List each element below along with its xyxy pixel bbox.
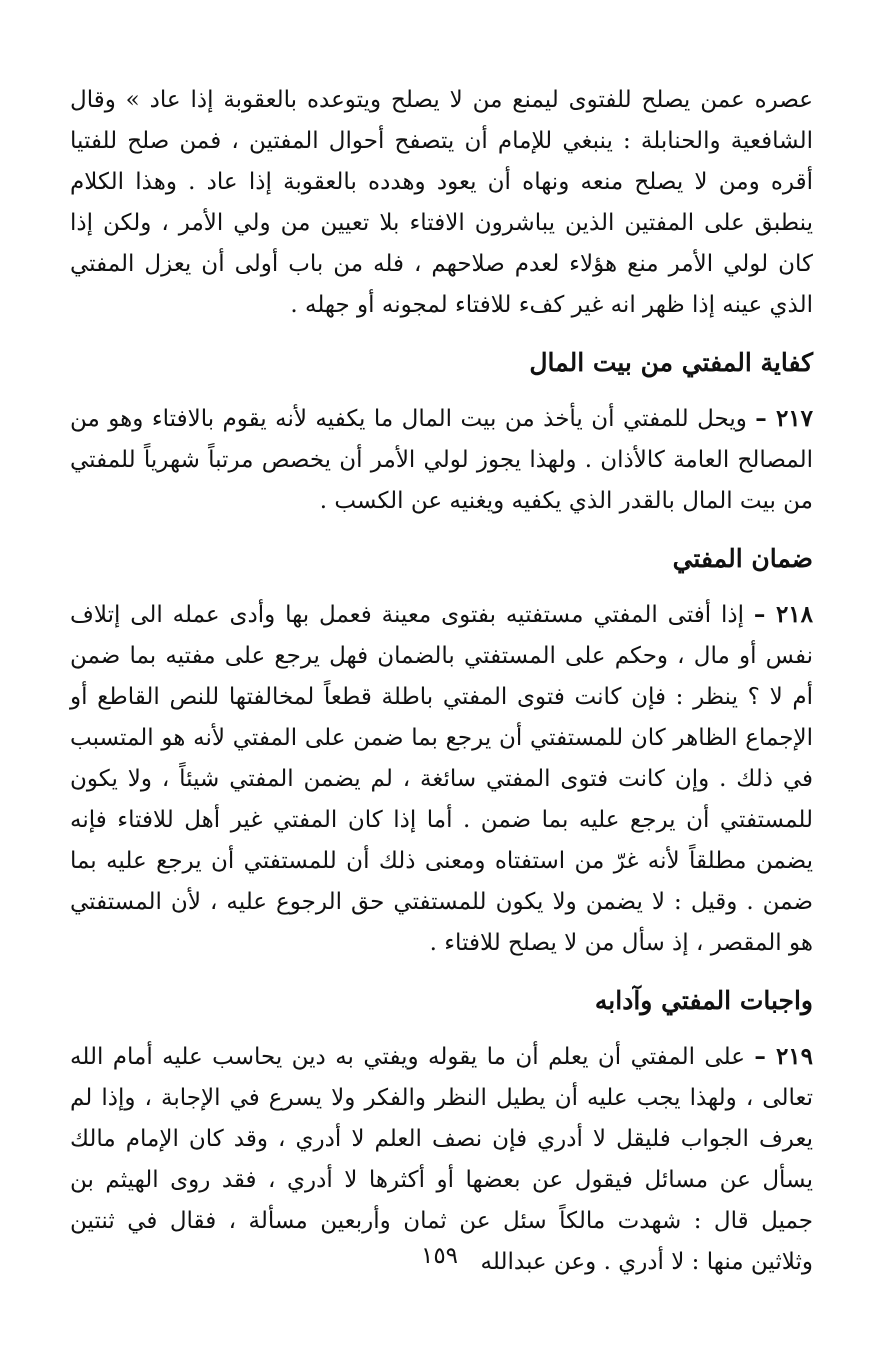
page-number: ١٥٩ bbox=[420, 1243, 459, 1269]
paragraph-number-219: ٢١٩ – bbox=[754, 1043, 813, 1070]
paragraph-217 bbox=[70, 398, 813, 522]
paragraph-number-218: ٢١٨ – bbox=[753, 601, 813, 628]
paragraph-number-217: ٢١٧ – bbox=[755, 405, 813, 432]
paragraph-text-219: على المفتي أن يعلم أن ما يقوله ويفتي به دين يحاسب عليه أمام الله تعالى ، ولهذا يجب عليه أن يطيل النظر والفكر ولا يسرع في الإجابة ، وإذا لم يعرف الجواب فليقل لا أدري فإن نصف العلم لا أدري ، وقد كان الإمام مالك يسأل عن مسائل فيقول عن بعضها أو أكثرها لا أدري ، فقد روى الهيثم بن جميل قال : شهدت مالكاً سئل عن ثمان وأربعين مسألة ، فقال في ثنتين وثلاثين منها : لا أدري . وعن عبدالله bbox=[70, 1044, 813, 1275]
paragraph-218 bbox=[70, 594, 813, 964]
section-heading-liability: ضمان المفتي bbox=[672, 544, 813, 573]
paragraph-text-217: ويحل للمفتي أن يأخذ من بيت المال ما يكفيه لأنه يقوم بالافتاء وهو من المصالح العامة كالأذان . ولهذا يجوز لولي الأمر أن يخصص مرتباً شهرياً للمفتي من بيت المال بالقدر الذي يكفيه ويغنيه عن الكسب . bbox=[70, 406, 813, 514]
paragraph-text-218: إذا أفتى المفتي مستفتيه بفتوى معينة فعمل بها وأدى عمله الى إتلاف نفس أو مال ، وحكم على المستفتي بالضمان فهل يرجع على مفتيه بما ضمن أم لا ؟ ينظر : فإن كانت فتوى المفتي باطلة قطعاً لمخالفتها للنص القاطع أو الإجماع الظاهر كان للمستفتي أن يرجع بما ضمن على المفتي لأنه هو المتسبب في ذلك . وإن كانت فتوى المفتي سائغة ، لم يضمن المفتي شيئاً ، ولا يكون للمستفتي أن يرجع عليه بما ضمن . أما إذا كان المفتي غير أهل للافتاء فإنه يضمن مطلقاً لأنه غرّ من استفتاه ومعنى ذلك أن للمستفتي أن يرجع عليه بما ضمن . وقيل : لا يضمن ولا يكون للمستفتي حق الرجوع عليه ، لأن المستفتي هو المقصر ، إذ سأل من لا يصلح للافتاء . bbox=[70, 602, 813, 956]
intro-paragraph: عصره عمن يصلح للفتوى ليمنع من لا يصلح ويتوعده بالعقوبة إذا عاد » وقال الشافعية والحنابلة : ينبغي للإمام أن يتصفح أحوال المفتين ، فمن صلح للفتيا أقره ومن لا يصلح منعه ونهاه أن يعود وهدده بالعقوبة إذا عاد . وهذا الكلام ينطبق على المفتين الذين يباشرون الافتاء بلا تعيين من ولي الأمر ، ولكن إذا كان لولي الأمر منع هؤلاء لعدم صلاحهم ، فله من باب أولى أن يعزل المفتي الذي عينه إذا ظهر انه غير كفء للافتاء لمجونه أو جهله . bbox=[70, 87, 813, 318]
section-heading-duties: واجبات المفتي وآدابه bbox=[594, 986, 813, 1015]
section-heading-treasury: كفاية المفتي من بيت المال bbox=[529, 348, 813, 377]
